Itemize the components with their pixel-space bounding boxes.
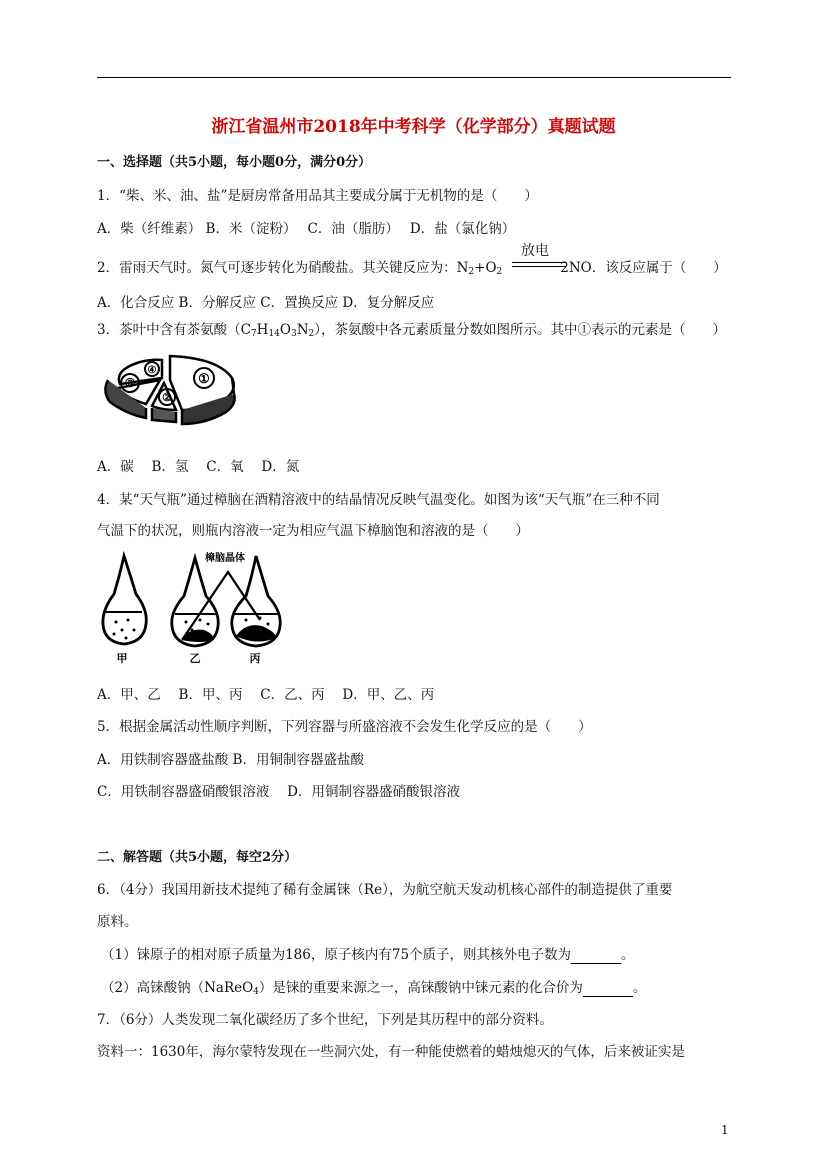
question-4-options: A．甲、乙 B．甲、丙 C．乙、丙 D．甲、乙、丙 bbox=[97, 687, 435, 703]
question-7-line-2: 资料一：1630年，海尔蒙特发现在一些洞穴处，有一种能使燃着的蜡烛熄灭的气体，后来被证实是 bbox=[97, 1044, 685, 1060]
question-3-stem: 3．茶叶中含有茶氨酸$(C_7H_{14}O_3N_2)$，茶氨酸中各元素质量分数如图所示。其中①表示的元素是（ ） bbox=[97, 322, 726, 339]
question-6-sub-1: （1）铼原子的相对原子质量为186，原子核内有75个质子，则其核外电子数为 。 bbox=[101, 947, 635, 963]
question-4-line-2: 气温下的状况，则瓶内溶液一定为相应气温下樟脑饱和溶液的是（ ） bbox=[97, 523, 529, 539]
answer-blank-2[interactable] bbox=[583, 980, 633, 997]
pie-label-4: ④ bbox=[147, 365, 157, 376]
question-7-line-1: 7．（6分）人类发现二氧化碳经历了多个世纪，下列是其历程中的部分资料。 bbox=[97, 1012, 553, 1028]
question-5-stem: 5．根据金属活动性顺序判断，下列容器与所盛溶液不会发生化学反应的是（ ） bbox=[97, 719, 592, 735]
question-2-stem: 2．雷雨天气时。氮气可逐步转化为硝酸盐。其关键反应为：$N_2+O_2$ 2NO．该反应属于（ ） bbox=[97, 260, 727, 277]
page-number: 1 bbox=[721, 1123, 729, 1137]
question-3-options: A．碳 B．氢 C．氧 D．氮 bbox=[97, 459, 300, 475]
question-6-line-2: 原料。 bbox=[97, 914, 138, 930]
question-6-sub-2: （2）高铼酸钠（NaReO$_4$）是铼的重要来源之一，高铼酸钠中铼元素的化合价为 。 bbox=[101, 980, 647, 997]
bottle-label-bing: 丙 bbox=[249, 652, 261, 665]
page-title: 浙江省温州市2018年中考科学（化学部分）真题试题 bbox=[211, 117, 616, 137]
pie-label-3: ③ bbox=[124, 376, 136, 390]
weather-bottles-figure bbox=[100, 550, 300, 665]
bottle-jia bbox=[103, 556, 146, 644]
answer-blank-1[interactable] bbox=[571, 947, 621, 964]
pie-label-2: ② bbox=[162, 391, 172, 404]
question-5-options-cd: C．用铁制容器盛硝酸银溶液 D．用铜制容器盛硝酸银溶液 bbox=[97, 784, 460, 800]
section-heading-1: 一、选择题（共5小题，每小题0分，满分0分） bbox=[97, 155, 372, 170]
question-5-options-ab: A．用铁制容器盛盐酸 B．用铜制容器盛盐酸 bbox=[97, 752, 364, 768]
question-2-options: A．化合反应 B．分解反应 C．置换反应 D．复分解反应 bbox=[97, 295, 435, 311]
question-6-line-1: 6．（4分）我国用新技术提纯了稀有金属铼（Re），为航空航天发动机核心部件的制造提供了重要 bbox=[97, 882, 673, 898]
reaction-equals-sign bbox=[512, 262, 566, 267]
header-rule bbox=[97, 77, 731, 78]
question-1-stem: 1．“柴、米、油、盐”是厨房常备用品其主要成分属于无机物的是（ ） bbox=[97, 188, 538, 204]
bottle-label-jia: 甲 bbox=[116, 652, 128, 665]
question-1-options: A．柴（纤维素） B．米（淀粉） C．油（脂肪） D．盐（氯化钠） bbox=[97, 221, 516, 237]
pie-chart-figure bbox=[100, 350, 240, 432]
reaction-condition: 放电 bbox=[521, 243, 549, 259]
question-4-line-1: 4．某“天气瓶”通过樟脑在酒精溶液中的结晶情况反映气温变化。如图为该“天气瓶”在三种不同 bbox=[97, 492, 660, 508]
camphor-crystal-label: 樟脑晶体 bbox=[205, 553, 245, 564]
bottle-label-yi: 乙 bbox=[189, 652, 201, 665]
pie-label-1: ① bbox=[198, 372, 210, 387]
section-heading-2: 二、解答题（共5小题，每空2分） bbox=[97, 850, 298, 865]
